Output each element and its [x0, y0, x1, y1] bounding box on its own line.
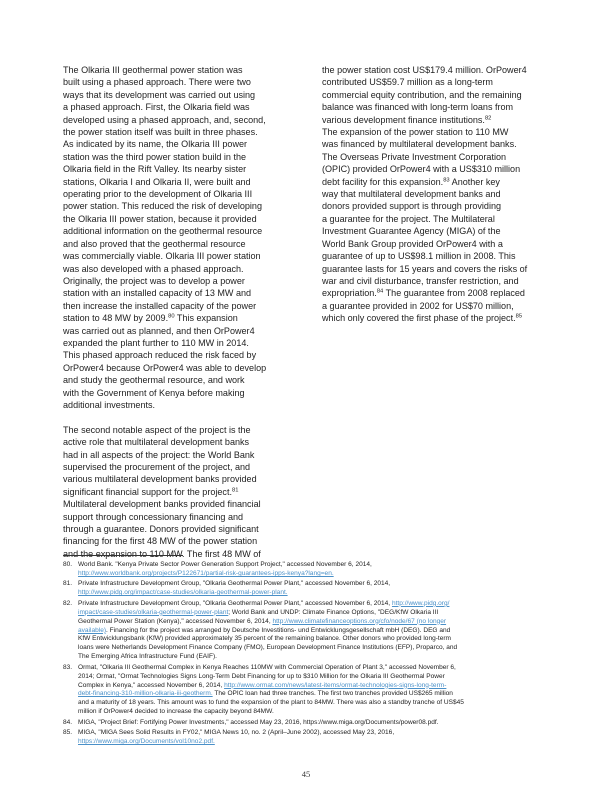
footnote-number: 82. [63, 599, 73, 607]
text-segment: The guarantee from 2008 replaced [383, 288, 525, 299]
text-line: through a guarantee. Donors provided significant [63, 524, 259, 535]
body-paragraph-multilateral-banks [63, 424, 315, 560]
left-column [63, 64, 315, 573]
text-line: a phased approach. First, the Olkaria field was [63, 102, 250, 113]
page-number: 45 [301, 769, 311, 779]
footnote-text: loans were Netherlands Development Finance Company (FMO), European Development Finance Institutions (EFP), Proparco, and [78, 644, 458, 652]
right-column [322, 64, 574, 337]
text-line: built using a phased approach. There were two [63, 77, 251, 88]
text-line: Investment Guarantee Agency (MIGA) of the [322, 226, 501, 237]
text-line: a guarantee for the project. The Multilateral [322, 213, 495, 224]
footnote-text: KfW Entwicklungsbank (KfW) provided approximately 35 percent of the remaining balance. Other donors who provided long-term [78, 635, 451, 643]
footnote-text: The Emerging Africa Infrastructure Fund (EAIF). [78, 653, 217, 661]
text-line: ways that its development was carried out using [63, 89, 256, 100]
text-line: Multilateral development banks provided financial [63, 499, 261, 510]
text-line [322, 312, 574, 324]
text-segment: station to 48 MW by 2009. [63, 313, 169, 324]
footnote-84 [63, 719, 578, 728]
footnote-line [78, 609, 578, 618]
text-line: developed using a phased approach, and, second, [63, 114, 266, 125]
text-line: and the expansion to 110 MW. The first 48 MW of [63, 548, 261, 559]
footnote-text: . Financing for the project was arranged by Deutsche Investitions- und Entwicklungsgesellschaft mbH (DEG). DEG and [106, 626, 451, 634]
footnote-link[interactable]: available) [78, 626, 107, 634]
footnote-link[interactable]: http://www.pidg.org/ [391, 599, 450, 607]
text-line: The expansion of the power station to 110 MW [322, 127, 509, 138]
footnote-ref-83[interactable]: 83 [443, 177, 450, 184]
text-line: The Overseas Private Investment Corporation [322, 151, 507, 162]
footnote-text: MIGA, "Project Brief: Fortifying Power Investments," accessed May 23, 2016, https://www.miga.org/Documents/power08.pdf. [78, 718, 439, 726]
footnote-text: million if OrPower4 decided to increase the capacity beyond 84MW. [78, 708, 274, 716]
footnote-line [78, 618, 578, 627]
footnote-text: Geothermal Power Station (Kenya)," accessed November 6, 2014, [78, 617, 273, 625]
footnote-82 [63, 600, 578, 662]
footnote-ref-81[interactable]: 81 [231, 487, 239, 494]
footnote-number: 81. [63, 580, 73, 588]
footnote-number: 83. [63, 663, 73, 671]
text-line: power station. This reduced the risk of developing [63, 201, 262, 212]
text-line [322, 176, 574, 188]
text-line: the power station cost US$179.4 million. OrPower4 [322, 65, 527, 75]
text-line: way that multilateral development banks and [322, 189, 501, 200]
text-line: was commercially viable. Olkaria III power station [63, 251, 261, 262]
text-line: the power station itself was built in three phases. [63, 127, 258, 138]
footnote-link[interactable]: http://www.climatefinanceoptions.org/cfo/node/67 (no longer [272, 617, 447, 625]
footnote-link[interactable]: impact/case-studies/olkaria-geothermal-power-plant [78, 608, 229, 616]
footnote-line [78, 589, 578, 598]
footnote-text: World Bank. "Kenya Private Sector Power Generation Support Project," accessed November 6, 2014, [78, 561, 372, 568]
text-segment: Another key [449, 176, 500, 187]
text-line: and study the geothermal resource, and work [63, 375, 245, 386]
text-line: had in all aspects of the project: the World Bank [63, 449, 255, 460]
footnote-text: Private Infrastructure Development Group, "Olkaria Geothermal Power Plant," accessed November 6, 2014, [78, 580, 391, 588]
text-line: contributed US$59.7 million as a long-term [322, 77, 493, 88]
text-segment: debt facility for this expansion. [322, 176, 444, 187]
footnote-text: The OPIC loan had three tranches. The first two tranches provided US$265 million [212, 690, 453, 698]
text-line: (OPIC) provided OrPower4 with a US$310 million [322, 164, 521, 175]
text-segment: significant financial support for the project. [63, 486, 232, 497]
text-line: was carried out as planned, and then OrPower4 [63, 325, 255, 336]
text-line [63, 312, 315, 324]
text-line: World Bank Group provided OrPower4 with a [322, 238, 503, 249]
footnote-ref-82[interactable]: 82 [484, 115, 492, 122]
footnote-ref-84[interactable]: 84 [376, 288, 384, 295]
text-line: commercial equity contribution, and the remaining [322, 89, 522, 100]
text-line: As indicated by its name, the Olkaria III power [63, 139, 248, 150]
text-line: stations, Olkaria I and Olkaria II, were built and [63, 176, 251, 187]
text-line: The Olkaria III geothermal power station was [63, 65, 243, 75]
footnote-link[interactable]: http://www.pidg.org/impact/case-studies/olkaria-geothermal-power-plant. [78, 589, 288, 597]
footnote-link[interactable]: https://www.miga.org/Documents/vol10no2.pdf. [78, 738, 215, 746]
text-line: Olkaria field in the Rift Valley. Its nearby sister [63, 164, 247, 175]
text-line: war and civil disturbance, transfer restriction, and [322, 275, 519, 286]
footnote-ref-80[interactable]: 80 [168, 313, 175, 320]
footnote-link[interactable]: http://www.ormat.com/news/latest-items/ormat-technologies-signs-long-term- [224, 681, 447, 689]
footnote-ref-85[interactable]: 85 [515, 313, 523, 320]
text-line: with the Government of Kenya before making [63, 387, 245, 398]
footnote-85 [63, 729, 578, 747]
text-line: support through concessionary financing and [63, 511, 244, 522]
footnote-link[interactable]: debt-financing-310-million-olkaria-iii-geotherm. [78, 690, 213, 698]
footnote-line [78, 690, 578, 699]
text-line: guarantee lasts for 15 years and covers the risks of [322, 263, 528, 274]
footnotes [63, 561, 578, 749]
text-line: station was the third power station build in the [63, 151, 247, 162]
text-line: This phased approach reduced the risk faced by [63, 350, 257, 361]
footnote-line [78, 600, 578, 609]
footnote-text: MIGA, "MIGA Sees Solid Results in FY02," MIGA News 10, no. 2 (April–June 2002), accessed May 23, 2016, [78, 729, 395, 737]
footnote-number: 85. [63, 729, 73, 737]
text-line [322, 114, 574, 126]
footnote-line [78, 682, 578, 691]
text-line: the Olkaria III power station, because it provided [63, 213, 257, 224]
footnote-80 [63, 561, 578, 579]
text-line: was financed by multilateral development banks. [322, 139, 517, 150]
text-line: station with an installed capacity of 13 MW and [63, 288, 252, 299]
footnote-number: 80. [63, 561, 73, 568]
text-line: then increase the installed capacity of the power [63, 300, 257, 311]
text-line: was also developed with a phased approach. [63, 263, 244, 274]
footnote-line [78, 738, 578, 747]
text-segment: expropriation. [322, 288, 377, 299]
footnote-text: ; World Bank and UNDP: Climate Finance Options, "DEG/KfW Olkaria III [228, 608, 439, 616]
footnote-line [78, 570, 578, 579]
text-line [63, 486, 315, 498]
text-line: various multilateral development banks provided [63, 474, 257, 485]
text-line: balance was financed with long-term loans from [322, 102, 514, 113]
footnote-line [78, 627, 578, 636]
footnote-number: 84. [63, 718, 73, 726]
text-line: The second notable aspect of the project is the [63, 424, 251, 435]
text-line: expanded the plant further to 110 MW in 2014. [63, 337, 249, 348]
text-line: additional information on the geothermal resource [63, 226, 263, 237]
text-line: OrPower4 because OrPower4 was able to develop [63, 362, 267, 373]
text-line: financing for the first 48 MW of the power station [63, 536, 258, 547]
text-line: and also proved that the geothermal resource [63, 238, 246, 249]
footnote-text: Private Infrastructure Development Group, "Olkaria Geothermal Power Plant," accessed November 6, 2014, [78, 599, 392, 607]
body-paragraph-financing [322, 64, 574, 325]
text-line: operating prior to the development of Olkaria III [63, 189, 253, 200]
footnote-text: Ormat, "Olkaria III Geothermal Complex in Kenya Reaches 110MW with Commercial Operation of Plant 3," accessed November 6, [78, 663, 456, 671]
footnote-divider [63, 555, 183, 556]
body-paragraph-phased-approach [63, 64, 315, 411]
text-segment: which only covered the first phase of the project. [322, 313, 516, 324]
text-line [322, 287, 574, 299]
text-line: additional investments. [63, 399, 156, 410]
text-line: donors provided support is through providing [322, 201, 502, 212]
text-line: supervised the procurement of the project, and [63, 461, 251, 472]
footnote-text: 2014; Ormat, "Ormat Technologies Signs Long-Term Debt Financing for up to $310 Million for the Olkaria III Geothermal Power [78, 672, 445, 680]
footnote-link[interactable]: http://www.worldbank.org/projects/P122671/partial-risk-guarantees-ipps-kenya?lang=en. [78, 569, 334, 577]
footnote-text: Complex in Kenya," accessed November 6, 2014, [78, 681, 225, 689]
text-line: a guarantee provided in 2002 for US$70 million, [322, 300, 514, 311]
text-line: guarantee of up to US$98.1 million in 2008. This [322, 251, 516, 262]
footnote-83 [63, 664, 578, 717]
text-segment: This expansion [174, 313, 238, 324]
footnote-text: and a maturity of 18 years. This amount was to fund the expansion of the plant to 84MW. There was also a standby tranche of US$45 [78, 699, 464, 707]
text-line: active role that multilateral development banks [63, 437, 250, 448]
text-line: Originally, the project was to develop a power [63, 275, 245, 286]
footnote-81 [63, 580, 578, 598]
text-segment: various development finance institutions. [322, 114, 485, 125]
